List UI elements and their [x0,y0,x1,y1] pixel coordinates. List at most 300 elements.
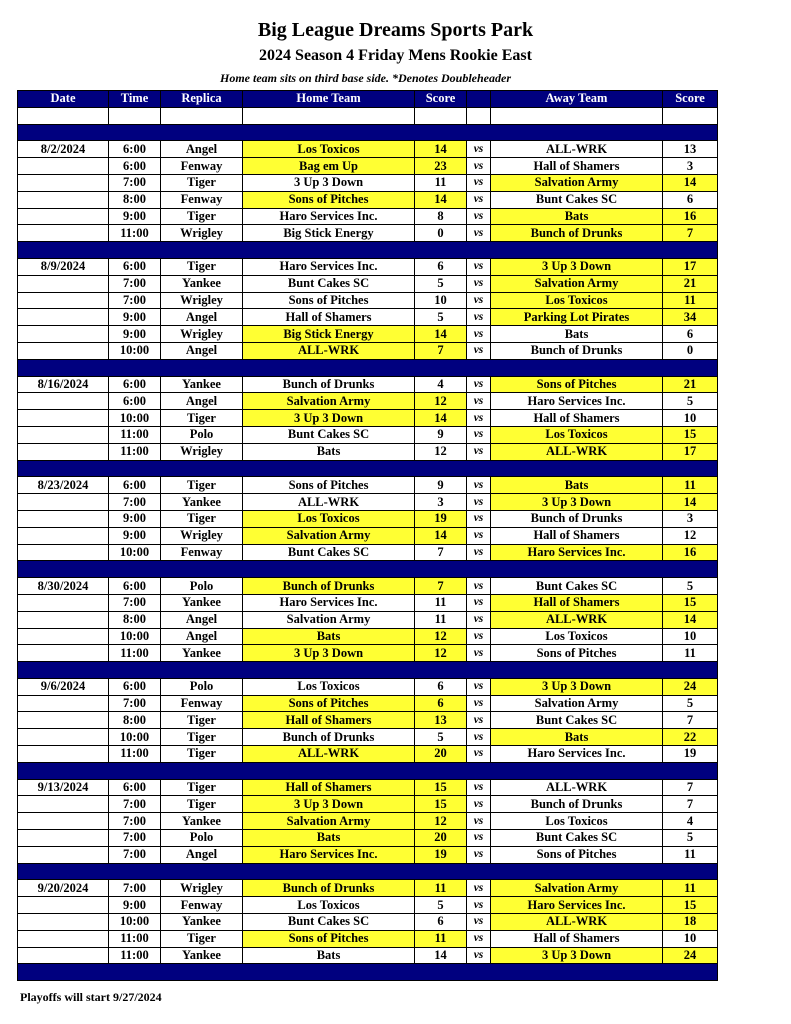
home-score: 13 [415,712,467,729]
away-score: 24 [663,678,718,695]
blank-cell [491,107,663,124]
game-date [18,410,109,427]
away-team: 3 Up 3 Down [491,258,663,275]
week-separator-band [18,359,718,376]
away-team: Los Toxicos [491,813,663,830]
away-team: Sons of Pitches [491,645,663,662]
vs-label: vs [467,309,491,326]
game-row [18,275,718,292]
separator-cell [18,359,718,376]
game-date: 9/20/2024 [18,880,109,897]
game-date [18,712,109,729]
game-row [18,393,718,410]
away-team: Bats [491,208,663,225]
game-date [18,594,109,611]
away-score: 5 [663,578,718,595]
away-score: 6 [663,191,718,208]
away-score: 21 [663,275,718,292]
game-row [18,191,718,208]
home-score: 12 [415,813,467,830]
vs-label: vs [467,779,491,796]
vs-label: vs [467,225,491,242]
away-team: Haro Services Inc. [491,544,663,561]
home-team: Haro Services Inc. [243,594,415,611]
separator-cell [18,662,718,679]
away-team: ALL-WRK [491,779,663,796]
game-date [18,947,109,964]
home-team: Los Toxicos [243,510,415,527]
game-replica-field: Yankee [161,376,243,393]
away-team: Bunt Cakes SC [491,191,663,208]
game-time: 7:00 [109,494,161,511]
game-date [18,914,109,931]
game-replica-field: Angel [161,342,243,359]
game-date [18,527,109,544]
game-replica-field: Polo [161,830,243,847]
week-separator-band [18,662,718,679]
game-time: 9:00 [109,527,161,544]
game-time: 6:00 [109,779,161,796]
home-team: Bunt Cakes SC [243,275,415,292]
away-score: 14 [663,611,718,628]
away-score: 4 [663,813,718,830]
home-score: 20 [415,830,467,847]
game-replica-field: Angel [161,393,243,410]
game-row [18,796,718,813]
game-date [18,930,109,947]
home-team: Haro Services Inc. [243,846,415,863]
game-row [18,225,718,242]
game-replica-field: Tiger [161,729,243,746]
vs-label: vs [467,645,491,662]
game-replica-field: Tiger [161,510,243,527]
game-time: 6:00 [109,376,161,393]
game-replica-field: Wrigley [161,880,243,897]
home-team: ALL-WRK [243,342,415,359]
column-header-replica: Replica [161,91,243,108]
home-score: 15 [415,779,467,796]
away-score: 22 [663,729,718,746]
game-time: 9:00 [109,326,161,343]
away-team: Bunch of Drunks [491,342,663,359]
game-row [18,326,718,343]
column-header-away-score: Score [663,91,718,108]
home-score: 14 [415,191,467,208]
schedule-table [17,90,718,981]
home-team: Hall of Shamers [243,309,415,326]
game-replica-field: Yankee [161,914,243,931]
vs-label: vs [467,544,491,561]
vs-label: vs [467,426,491,443]
game-time: 8:00 [109,191,161,208]
game-row [18,443,718,460]
away-score: 19 [663,746,718,763]
game-date [18,309,109,326]
away-team: Haro Services Inc. [491,393,663,410]
game-time: 6:00 [109,578,161,595]
game-time: 9:00 [109,510,161,527]
separator-cell [18,964,718,981]
game-replica-field: Tiger [161,712,243,729]
game-time: 11:00 [109,930,161,947]
home-score: 14 [415,141,467,158]
game-replica-field: Wrigley [161,527,243,544]
home-team: Big Stick Energy [243,225,415,242]
away-team: Bunt Cakes SC [491,830,663,847]
game-row [18,897,718,914]
away-team: ALL-WRK [491,914,663,931]
game-time: 8:00 [109,611,161,628]
game-replica-field: Fenway [161,158,243,175]
game-replica-field: Tiger [161,930,243,947]
game-time: 8:00 [109,712,161,729]
vs-label: vs [467,275,491,292]
home-team: ALL-WRK [243,746,415,763]
blank-row [18,107,718,124]
home-team: 3 Up 3 Down [243,174,415,191]
vs-label: vs [467,729,491,746]
game-row [18,544,718,561]
game-row [18,309,718,326]
week-separator-band [18,762,718,779]
vs-label: vs [467,678,491,695]
home-score: 11 [415,174,467,191]
game-replica-field: Wrigley [161,292,243,309]
away-team: Parking Lot Pirates [491,309,663,326]
game-replica-field: Yankee [161,645,243,662]
game-date [18,830,109,847]
week-separator-band [18,863,718,880]
home-team: Bag em Up [243,158,415,175]
vs-label: vs [467,174,491,191]
away-score: 18 [663,914,718,931]
table-header-row [18,91,718,108]
away-team: 3 Up 3 Down [491,947,663,964]
vs-label: vs [467,830,491,847]
game-row [18,645,718,662]
game-time: 6:00 [109,141,161,158]
game-replica-field: Tiger [161,258,243,275]
week-separator-band [18,561,718,578]
game-replica-field: Yankee [161,813,243,830]
vs-label: vs [467,897,491,914]
vs-label: vs [467,846,491,863]
home-score: 23 [415,158,467,175]
game-time: 6:00 [109,678,161,695]
game-date [18,611,109,628]
game-date: 8/9/2024 [18,258,109,275]
away-team: Hall of Shamers [491,158,663,175]
column-header-vs [467,91,491,108]
away-team: ALL-WRK [491,141,663,158]
away-score: 5 [663,695,718,712]
home-score: 6 [415,258,467,275]
separator-cell [18,124,718,141]
home-score: 7 [415,342,467,359]
game-time: 11:00 [109,225,161,242]
home-score: 11 [415,880,467,897]
column-header-date: Date [18,91,109,108]
home-score: 14 [415,527,467,544]
away-score: 15 [663,594,718,611]
game-date [18,158,109,175]
away-score: 11 [663,477,718,494]
away-score: 15 [663,426,718,443]
game-row [18,376,718,393]
game-row [18,208,718,225]
game-date [18,746,109,763]
away-score: 10 [663,930,718,947]
away-score: 10 [663,628,718,645]
home-team: Bunch of Drunks [243,376,415,393]
vs-label: vs [467,746,491,763]
away-score: 16 [663,208,718,225]
home-team: 3 Up 3 Down [243,645,415,662]
game-replica-field: Angel [161,309,243,326]
game-replica-field: Angel [161,628,243,645]
away-score: 3 [663,158,718,175]
home-score: 5 [415,729,467,746]
game-row [18,174,718,191]
column-header-time: Time [109,91,161,108]
away-team: Salvation Army [491,880,663,897]
away-score: 16 [663,544,718,561]
home-team: Bunch of Drunks [243,729,415,746]
vs-label: vs [467,914,491,931]
game-replica-field: Fenway [161,544,243,561]
game-date [18,510,109,527]
vs-label: vs [467,695,491,712]
away-team: Hall of Shamers [491,410,663,427]
vs-label: vs [467,947,491,964]
away-team: ALL-WRK [491,611,663,628]
home-score: 20 [415,746,467,763]
away-score: 34 [663,309,718,326]
column-header-home-score: Score [415,91,467,108]
home-score: 6 [415,695,467,712]
home-score: 12 [415,443,467,460]
game-replica-field: Yankee [161,947,243,964]
game-replica-field: Fenway [161,695,243,712]
game-row [18,947,718,964]
game-time: 9:00 [109,309,161,326]
home-score: 12 [415,628,467,645]
game-replica-field: Tiger [161,796,243,813]
away-score: 10 [663,410,718,427]
game-date [18,326,109,343]
game-date [18,443,109,460]
game-date [18,813,109,830]
blank-cell [663,107,718,124]
game-replica-field: Wrigley [161,443,243,460]
home-team: Salvation Army [243,611,415,628]
game-time: 10:00 [109,729,161,746]
game-time: 7:00 [109,292,161,309]
game-row [18,141,718,158]
game-replica-field: Fenway [161,191,243,208]
game-replica-field: Wrigley [161,326,243,343]
game-date [18,208,109,225]
home-team: Los Toxicos [243,897,415,914]
away-score: 11 [663,880,718,897]
away-team: Haro Services Inc. [491,897,663,914]
game-row [18,695,718,712]
home-team: Bunch of Drunks [243,880,415,897]
game-replica-field: Tiger [161,410,243,427]
vs-label: vs [467,578,491,595]
game-time: 10:00 [109,544,161,561]
home-team: Haro Services Inc. [243,208,415,225]
home-score: 5 [415,309,467,326]
game-row [18,292,718,309]
away-score: 11 [663,645,718,662]
away-score: 14 [663,494,718,511]
home-score: 19 [415,846,467,863]
game-row [18,846,718,863]
game-row [18,729,718,746]
column-header-away-team: Away Team [491,91,663,108]
separator-cell [18,561,718,578]
vs-label: vs [467,410,491,427]
away-score: 17 [663,443,718,460]
away-team: Bunt Cakes SC [491,578,663,595]
away-score: 13 [663,141,718,158]
home-team: Bunt Cakes SC [243,914,415,931]
game-date [18,695,109,712]
away-team: Los Toxicos [491,628,663,645]
game-row [18,813,718,830]
away-score: 5 [663,830,718,847]
away-score: 0 [663,342,718,359]
away-score: 21 [663,376,718,393]
vs-label: vs [467,393,491,410]
playoffs-footer: Playoffs will start 9/27/2024 [20,990,162,1004]
game-time: 10:00 [109,914,161,931]
game-row [18,930,718,947]
away-team: Bunch of Drunks [491,225,663,242]
game-time: 7:00 [109,830,161,847]
game-time: 10:00 [109,410,161,427]
away-score: 24 [663,947,718,964]
away-team: Haro Services Inc. [491,746,663,763]
game-date [18,628,109,645]
vs-label: vs [467,326,491,343]
home-score: 4 [415,376,467,393]
vs-label: vs [467,510,491,527]
separator-cell [18,460,718,477]
game-row [18,477,718,494]
game-date: 9/13/2024 [18,779,109,796]
game-time: 11:00 [109,947,161,964]
game-time: 7:00 [109,275,161,292]
week-separator-band [18,964,718,981]
game-date: 8/2/2024 [18,141,109,158]
home-score: 7 [415,578,467,595]
home-score: 11 [415,930,467,947]
away-team: Sons of Pitches [491,376,663,393]
home-team: Hall of Shamers [243,779,415,796]
home-team: Haro Services Inc. [243,258,415,275]
home-team: Salvation Army [243,393,415,410]
page-subtitle: 2024 Season 4 Friday Mens Rookie East [259,47,532,64]
away-team: Bunch of Drunks [491,796,663,813]
home-score: 9 [415,426,467,443]
vs-label: vs [467,813,491,830]
game-replica-field: Polo [161,426,243,443]
away-team: 3 Up 3 Down [491,678,663,695]
game-date [18,191,109,208]
away-team: Bunt Cakes SC [491,712,663,729]
game-replica-field: Angel [161,141,243,158]
game-time: 9:00 [109,897,161,914]
away-score: 7 [663,225,718,242]
vs-label: vs [467,477,491,494]
away-team: Salvation Army [491,695,663,712]
game-row [18,712,718,729]
game-time: 6:00 [109,393,161,410]
away-team: Salvation Army [491,174,663,191]
away-team: Sons of Pitches [491,846,663,863]
separator-cell [18,762,718,779]
away-team: Bats [491,326,663,343]
week-separator-band [18,124,718,141]
home-score: 19 [415,510,467,527]
game-date [18,544,109,561]
home-score: 0 [415,225,467,242]
home-score: 11 [415,594,467,611]
home-score: 9 [415,477,467,494]
game-time: 6:00 [109,477,161,494]
separator-cell [18,863,718,880]
home-score: 12 [415,393,467,410]
game-time: 7:00 [109,796,161,813]
home-team: Bunt Cakes SC [243,544,415,561]
vs-label: vs [467,494,491,511]
game-time: 6:00 [109,258,161,275]
home-team: Hall of Shamers [243,712,415,729]
game-date: 8/23/2024 [18,477,109,494]
away-score: 5 [663,393,718,410]
game-row [18,830,718,847]
game-replica-field: Yankee [161,594,243,611]
game-row [18,678,718,695]
game-time: 10:00 [109,628,161,645]
game-row [18,628,718,645]
game-time: 7:00 [109,813,161,830]
game-date [18,796,109,813]
home-score: 12 [415,645,467,662]
game-time: 7:00 [109,695,161,712]
home-team: Sons of Pitches [243,191,415,208]
game-row [18,342,718,359]
away-score: 3 [663,510,718,527]
away-score: 12 [663,527,718,544]
home-team: Bats [243,947,415,964]
blank-cell [243,107,415,124]
blank-cell [161,107,243,124]
away-team: Bats [491,729,663,746]
home-team: 3 Up 3 Down [243,410,415,427]
game-row [18,611,718,628]
home-team: Bunch of Drunks [243,578,415,595]
game-replica-field: Polo [161,678,243,695]
away-team: Salvation Army [491,275,663,292]
week-separator-band [18,460,718,477]
page-title: Big League Dreams Sports Park [257,19,534,41]
home-team: 3 Up 3 Down [243,796,415,813]
game-time: 11:00 [109,645,161,662]
away-team: 3 Up 3 Down [491,494,663,511]
